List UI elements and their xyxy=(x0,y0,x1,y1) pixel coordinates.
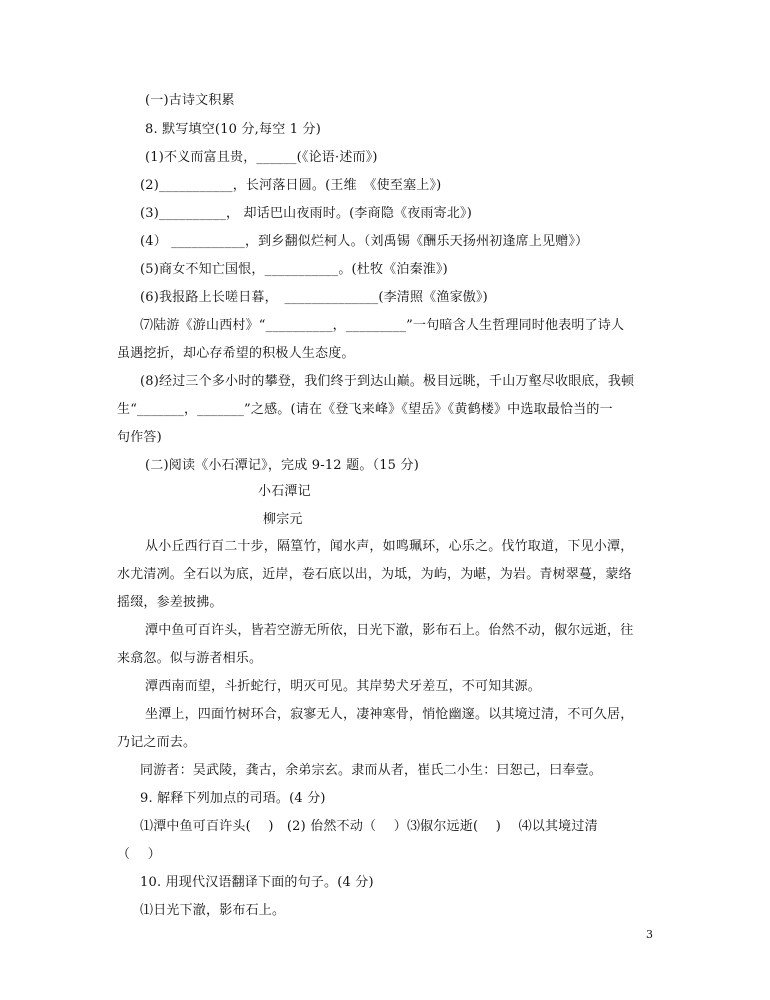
q8-item-8-end: 句作答) xyxy=(117,430,162,445)
passage-line: 潭中鱼可百许头，皆若空游无所依，日光下澈，影布石上。佁然不动，俶尔远逝，往 xyxy=(145,623,634,638)
passage-author: 柳宗元 xyxy=(263,512,303,527)
passage-line: 来翕忽。似与游者相乐。 xyxy=(117,651,263,666)
q8-item-7-cont: 虽遇挖折，却心存希望的积极人生态度。 xyxy=(117,346,355,361)
section1-heading: (一)古诗文积累 xyxy=(145,93,235,108)
question-9: 9. 解释下列加点的司珸。(4 分) xyxy=(140,791,326,806)
q8-item-4: (4） ___________，到乡翻似烂柯人。（刘禹锡《酬乐天扬州初逢席上见赠》） xyxy=(140,234,589,249)
passage-line: 潭西南而望，斗折蛇行，明灭可见。其岸势犬牙差互，不可知其源。 xyxy=(145,679,542,694)
q8-item-3: (3)__________， 却话巴山夜雨时。(李商隐《夜雨寄北》) xyxy=(140,206,472,221)
question-8: 8. 默写填空(10 分,每空 1 分) xyxy=(145,122,322,137)
passage-line: 从小丘西行百二十步，隔篁竹，闻水声，如鸣珮环，心乐之。伐竹取道，下见小潭， xyxy=(145,539,634,554)
passage-line: 同游者：吴武陵，龚古，余弟宗玄。隶而从者，崔氏二小生：曰恕己，曰奉壹。 xyxy=(140,763,603,778)
q9-items: ⑴潭中鱼可百许头( ) (2) 佁然不动（ ）⑶俶尔远逝( ) ⑷以其境过清 xyxy=(140,819,598,834)
passage-title: 小石潭记 xyxy=(258,484,311,499)
page-number: 3 xyxy=(646,928,653,941)
q9-items-tail: （ ） xyxy=(117,847,161,862)
q10-item-1: ⑴日光下澈，影布石上。 xyxy=(140,903,286,918)
passage-line: 摇缀，参差披拂。 xyxy=(117,595,223,610)
section2-heading: (二)阅读《小石潭记》，完成 9-12 题。（15 分) xyxy=(145,458,419,473)
q8-item-6: (6)我报路上长嗟日暮， ______________(李清照《渔家傲》) xyxy=(140,290,488,305)
q8-item-2: (2)___________，长河落日圆。(王维 《使至塞上》) xyxy=(140,178,442,193)
q8-item-8-cont: 生“_______，_______”之感。(请在《登飞来峰》《望岳》《黄鹤楼》中选取最恰当的一 xyxy=(117,402,613,417)
q8-item-8: (8)经过三个多小时的攀登，我们终于到达山巅。极目远眺，千山万壑尽收眼底，我顿 xyxy=(140,374,635,389)
passage-line: 水尤清冽。全石以为底，近岸，卷石底以出，为坻，为屿，为嵁，为岩。青树翠蔓，蒙络 xyxy=(117,567,632,582)
q8-item-7: ⑺陆游《游山西村》“__________，_________”一句暗含人生哲理同时他表明了诗人 xyxy=(140,318,625,333)
q8-item-5: (5)商女不知亡国恨，___________。(杜牧《泊秦淮》) xyxy=(140,262,448,277)
question-10: 10. 用现代汉语翻译下面的句子。(4 分) xyxy=(140,875,374,890)
passage-line: 坐潭上，四面竹树环合，寂寥无人，凄神寒骨，悄怆幽邃。以其境过清，不可久居， xyxy=(145,707,634,722)
passage-line: 乃记之而去。 xyxy=(117,735,197,750)
q8-item-1: (1)不义而富且贵，______(《论语·述而》) xyxy=(145,150,378,165)
